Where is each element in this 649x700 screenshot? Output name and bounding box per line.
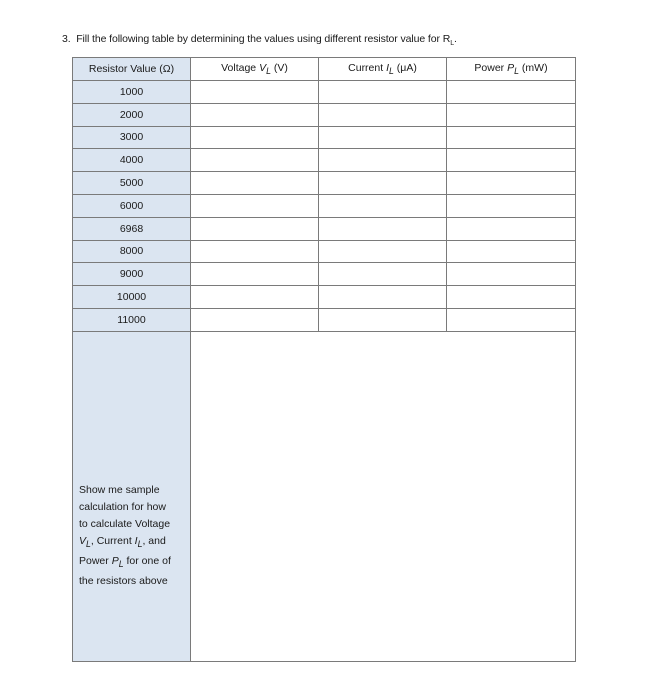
current-cell[interactable] [319,103,447,126]
power-cell[interactable] [447,217,576,240]
voltage-cell[interactable] [191,286,319,309]
current-cell[interactable] [319,286,447,309]
resistor-value-cell: 6000 [73,194,191,217]
current-cell[interactable] [319,240,447,263]
table-row [73,263,576,286]
resistor-value-cell: 10000 [73,286,191,309]
power-cell[interactable] [447,126,576,149]
resistor-value-cell: 6968 [73,217,191,240]
table-row [73,194,576,217]
table-row [73,286,576,309]
resistor-value-cell: 8000 [73,240,191,263]
current-cell[interactable] [319,194,447,217]
table-row [73,126,576,149]
question-end: . [453,33,457,45]
power-cell[interactable] [447,194,576,217]
power-cell[interactable] [447,286,576,309]
power-cell[interactable] [447,149,576,172]
voltage-cell[interactable] [191,81,319,104]
current-cell[interactable] [319,263,447,286]
question-subscript: L [450,40,454,48]
voltage-cell[interactable] [191,149,319,172]
current-cell[interactable] [319,172,447,195]
table-row [73,172,576,195]
table-row [73,240,576,263]
question-body: Fill the following table by determining the values using different resistor value for R [76,33,451,45]
voltage-cell[interactable] [191,263,319,286]
calculation-prompt: Show me sample calculation for how to calculate Voltage $V_L$, Current $I_L$, and Power $P_L$ for one of the resistors above [73,331,191,661]
voltage-cell[interactable] [191,126,319,149]
calculation-answer-area[interactable] [191,331,576,661]
question-number: 3. [62,33,71,45]
power-cell[interactable] [447,172,576,195]
voltage-cell[interactable] [191,308,319,331]
table-row [73,149,576,172]
header-power: Power $P_L$ (mW) [447,58,576,81]
header-voltage: Voltage $V_L$ (V) [191,58,319,81]
voltage-cell[interactable] [191,172,319,195]
table-row [73,308,576,331]
current-cell[interactable] [319,217,447,240]
voltage-cell[interactable] [191,103,319,126]
voltage-cell[interactable] [191,240,319,263]
header-resistor-value: Resistor Value (Ω) [73,58,191,81]
voltage-cell[interactable] [191,217,319,240]
resistor-value-cell: 5000 [73,172,191,195]
power-cell[interactable] [447,81,576,104]
power-cell[interactable] [447,103,576,126]
resistor-value-cell: 9000 [73,263,191,286]
current-cell[interactable] [319,81,447,104]
table-row [73,217,576,240]
resistor-value-cell: 4000 [73,149,191,172]
header-current: Current $I_L$ (μA) [319,58,447,81]
current-cell[interactable] [319,149,447,172]
resistor-value-cell: 2000 [73,103,191,126]
current-cell[interactable] [319,126,447,149]
current-cell[interactable] [319,308,447,331]
power-cell[interactable] [447,263,576,286]
header-row [73,58,576,81]
power-cell[interactable] [447,240,576,263]
voltage-cell[interactable] [191,194,319,217]
power-cell[interactable] [447,308,576,331]
resistor-table [72,57,576,662]
table-row [73,81,576,104]
resistor-value-cell: 1000 [73,81,191,104]
resistor-value-cell: 3000 [73,126,191,149]
calculation-row [73,331,576,661]
resistor-value-cell: 11000 [73,308,191,331]
table-row [73,103,576,126]
question-text [62,33,457,47]
